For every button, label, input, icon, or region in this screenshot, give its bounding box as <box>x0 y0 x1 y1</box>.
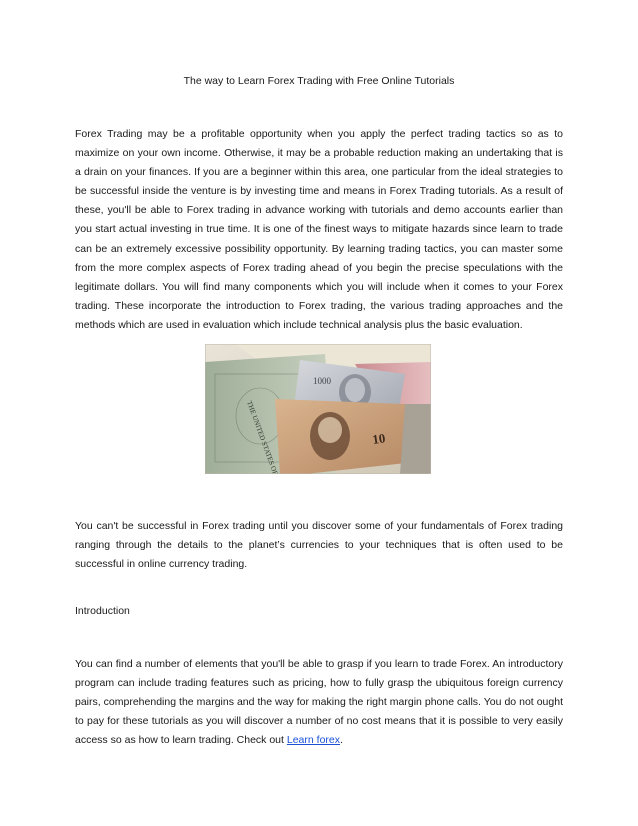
body-paragraph-4 <box>75 655 563 750</box>
paragraph-4-text: You can find a number of elements that you'll be able to grasp if you learn to trade Forex. An introductory program can include trading features such as pricing, how to fully grasp the ubiquitous foreign currency pairs, comprehending the margins and the way for making the right margin phone calls. You do not ought to pay for these tutorials as you will discover a number of no cost means that it is possible to very easily access so as how to learn trading. Check out <box>75 658 563 747</box>
svg-text:1000: 1000 <box>313 376 331 386</box>
svg-text:10: 10 <box>371 430 387 447</box>
section-heading-introduction: Introduction <box>75 605 130 617</box>
currency-banknotes-image <box>205 344 431 474</box>
body-paragraph-2: You can't be successful in Forex trading until you discover some of your fundamentals of Forex trading ranging through the details to the planet’s currencies to your techniques that is often used to be successful in online currency trading. <box>75 520 563 571</box>
document-title: The way to Learn Forex Trading with Free Online Tutorials <box>183 75 455 87</box>
paragraph-4-end: . <box>340 734 343 747</box>
body-paragraph-1: Forex Trading may be a profitable opportunity when you apply the perfect trading tactics so as to maximize on your own income. Otherwise, it may be a probable reduction making an undertaking that is a drain on your finances. If you are a beginner within this area, one particular from the ideal strategies to be successful inside the venture is by investing time and means in Forex Trading tutorials. As a result of these, you'll be able to Forex trading in advance working with tutorials and demo accounts earlier than you start actual investing in true time. It is one of the finest ways to mitigate hazards since learn to trade can be an extremely excessive possibility opportunity. By learning trading tactics, you can master some from the more complex aspects of Forex trading ahead of you begin the precise speculations with the legitimate dollars. You will find many components which you will include when it comes to your Forex trading. These incorporate the introduction to Forex trading, the various trading approaches and the methods which are used in evaluation which include technical analysis plus the basic evaluation. <box>75 128 563 331</box>
learn-forex-link[interactable]: Learn forex <box>286 734 340 747</box>
